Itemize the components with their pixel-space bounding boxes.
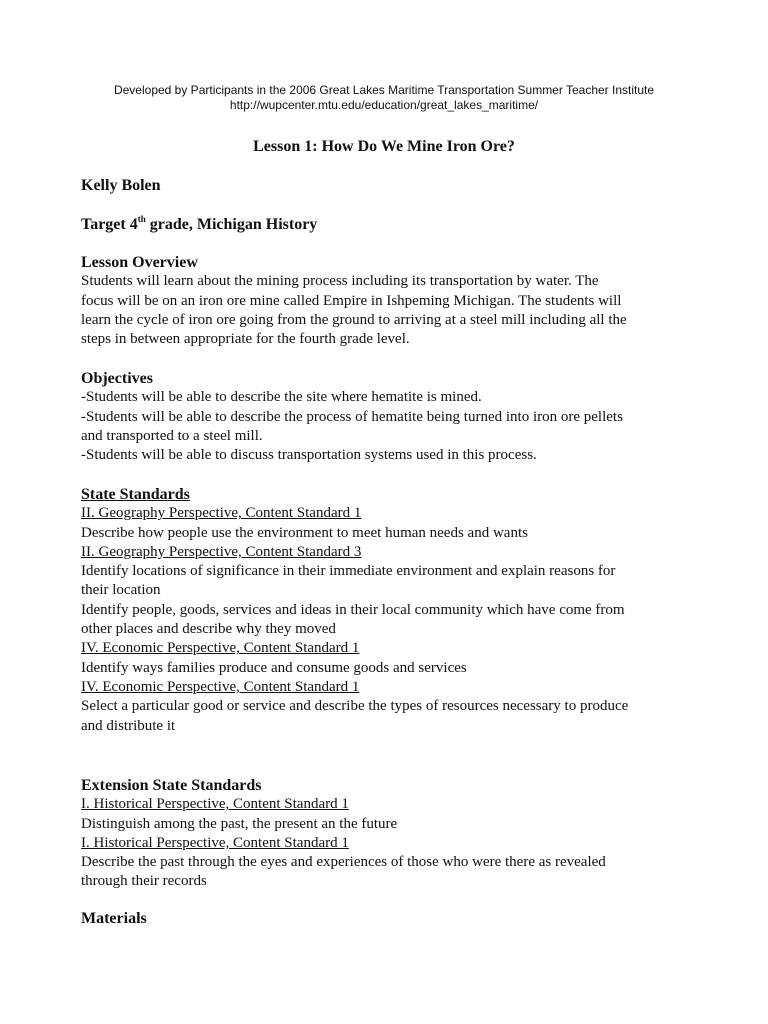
objective-line: -Students will be able to describe the process of hematite being turned into iron ore pellets [81,408,623,425]
standard-description: Distinguish among the past, the present an the future [81,815,398,832]
objective-line: -Students will be able to discuss transportation systems used in this process. [81,447,537,464]
objectives-section [81,369,691,465]
standard-description: through their records [81,873,207,890]
standard-description: Identify locations of significance in their immediate environment and explain reasons for [81,563,616,580]
materials-section [81,909,691,928]
overview-heading: Lesson Overview [81,254,198,271]
author-section [81,176,691,195]
objective-line: -Students will be able to describe the site where hematite is mined. [81,389,482,406]
state-standards-heading: State Standards [81,486,190,503]
standard-description: Describe the past through the eyes and experiences of those who were there as revealed [81,854,606,871]
standard-title: II. Geography Perspective, Content Standard 1 [81,505,362,522]
objectives-heading: Objectives [81,370,153,387]
header-credit-line: Developed by Participants in the 2006 Great Lakes Maritime Transportation Summer Teacher Institute [113,83,655,97]
standard-title: II. Geography Perspective, Content Standard 3 [81,543,362,560]
materials-heading: Materials [81,910,147,927]
standard-title: I. Historical Perspective, Content Standard 1 [81,834,349,851]
author-name: Kelly Bolen [81,177,161,194]
standard-description: and distribute it [81,717,176,734]
standard-description: Describe how people use the environment to meet human needs and wants [81,524,528,541]
extension-standards-section [81,776,691,892]
objective-line: and transported to a steel mill. [81,427,263,444]
overview-line: learn the cycle of iron ore going from the ground to arriving at a steel mill including all the [81,311,627,328]
standard-description: other places and describe why they moved [81,621,336,638]
target-section [81,215,691,234]
state-standards-section [81,485,691,736]
extension-standards-heading: Extension State Standards [81,777,262,794]
standard-description: their location [81,582,161,599]
overview-line: Students will learn about the mining process including its transportation by water. The [81,273,599,290]
standard-title: I. Historical Perspective, Content Standard 1 [81,796,349,813]
overview-line: focus will be on an iron ore mine called Empire in Ishpeming Michigan. The students will [81,292,622,309]
overview-line: steps in between appropriate for the fourth grade level. [81,331,410,348]
standard-description: Select a particular good or service and describe the types of resources necessary to produce [81,698,629,715]
target-line [81,215,691,234]
target-superscript: th [137,213,146,224]
lesson-title: Lesson 1: How Do We Mine Iron Ore? [253,138,515,155]
standard-title: IV. Economic Perspective, Content Standard 1 [81,640,360,657]
standard-description: Identify people, goods, services and ideas in their local community which have come from [81,601,625,618]
overview-section [81,253,691,349]
header-url-line: http://wupcenter.mtu.edu/education/great_lakes_maritime/ [229,98,539,112]
standard-description: Identify ways families produce and consume goods and services [81,659,467,676]
target-prefix: Target 4 [81,216,138,233]
standard-title: IV. Economic Perspective, Content Standard 1 [81,678,360,695]
target-suffix: grade, Michigan History [145,216,318,233]
